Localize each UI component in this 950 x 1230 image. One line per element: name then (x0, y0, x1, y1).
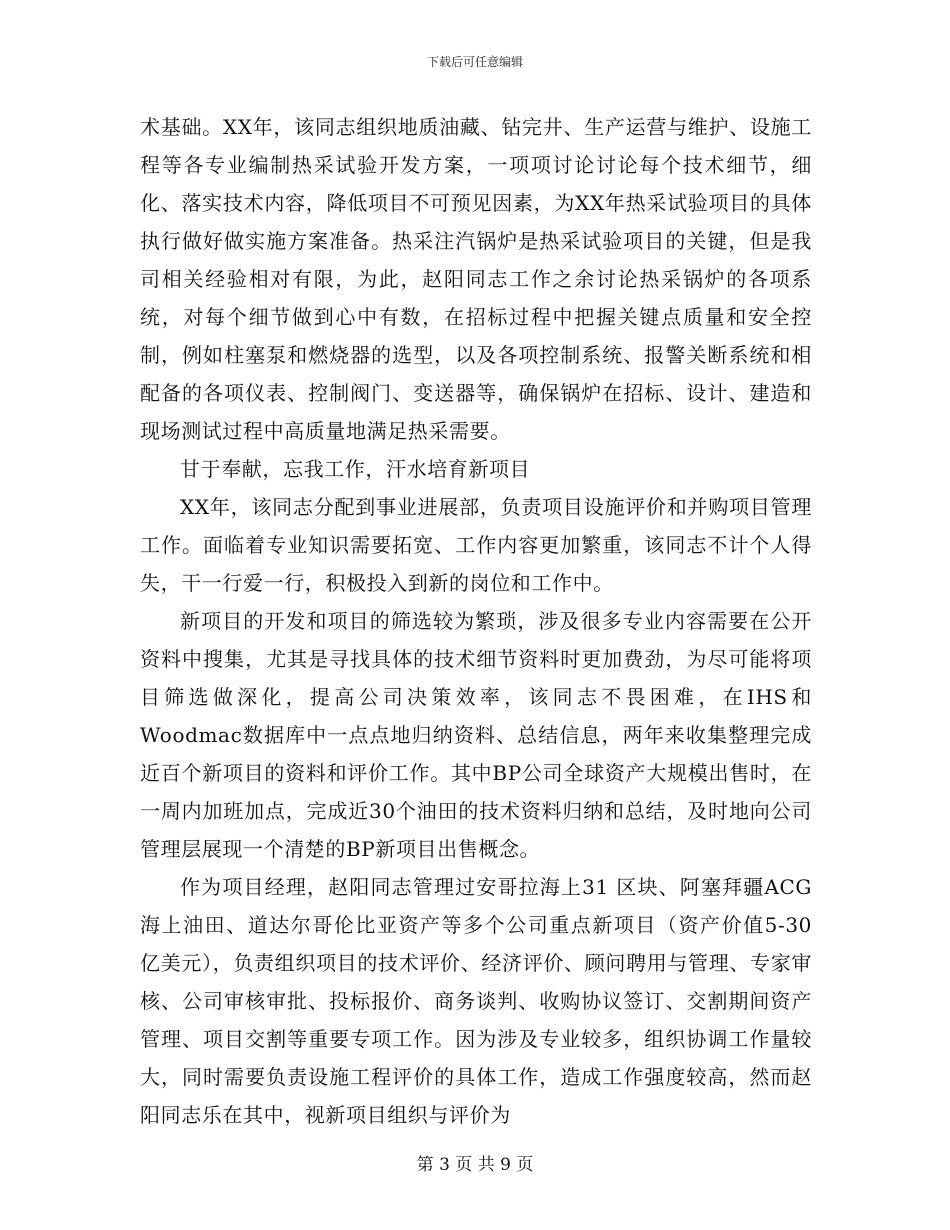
page-header: 下载后可任意编辑 (426, 55, 523, 69)
paragraph: XX年，该同志分配到事业进展部，负责项目设施评价和并购项目管理工作。面临着专业知识需要拓宽、工作内容更加繁重，该同志不计个人得失，干一行爱一行，积极投入到新的岗位和工作中。 (140, 495, 812, 595)
paragraph: 作为项目经理，赵阳同志管理过安哥拉海上31 区块、阿塞拜疆ACG 海上油田、道达尔哥伦比亚资产等多个公司重点新项目（资产价值5-30 亿美元），负责组织项目的技术评价、经济评价、顾问聘用与管理、专家审核、公司审核审批、投标报价、商务谈判、收购协议签订、交割期间资产管理、项目交割等重要专项工作。因为涉及专业较多，组织协调工作量较大，同时需要负责设施工程评价的具体工作，造成工作强度较高，然而赵阳同志乐在其中，视新项目组织与评价为 (140, 875, 812, 1127)
section-heading: 甘于奉献，忘我工作，汗水培育新项目 (180, 457, 531, 481)
page-footer: 第 3 页 共 9 页 (416, 1155, 534, 1175)
paragraph: 术基础。XX年，该同志组织地质油藏、钻完井、生产运营与维护、设施工程等各专业编制热采试验开发方案，一项项讨论讨论每个技术细节，细化、落实技术内容，降低项目不可预见因素，为XX年热采试验项目的具体执行做好做实施方案准备。热采注汽锅炉是热采试验项目的关键，但是我司相关经验相对有限，为此，赵阳同志工作之余讨论热采锅炉的各项系统，对每个细节做到心中有数，在招标过程中把握关键点质量和安全控制，例如柱塞泵和燃烧器的选型，以及各项控制系统、报警关断系统和相配备的各项仪表、控制阀门、变送器等，确保锅炉在招标、设计、建造和现场测试过程中高质量地满足热采需要。 (140, 115, 812, 443)
paragraph: 新项目的开发和项目的筛选较为繁琐，涉及很多专业内容需要在公开资料中搜集，尤其是寻找具体的技术细节资料时更加费劲，为尽可能将项目筛选做深化，提高公司决策效率，该同志不畏困难，在IHS和Woodmac数据库中一点点地归纳资料、总结信息，两年来收集整理完成近百个新项目的资料和评价工作。其中BP公司全球资产大规模出售时，在一周内加班加点，完成近30个油田的技术资料归纳和总结，及时地向公司管理层展现一个清楚的BP新项目出售概念。 (140, 609, 812, 861)
body-text (140, 108, 812, 1134)
